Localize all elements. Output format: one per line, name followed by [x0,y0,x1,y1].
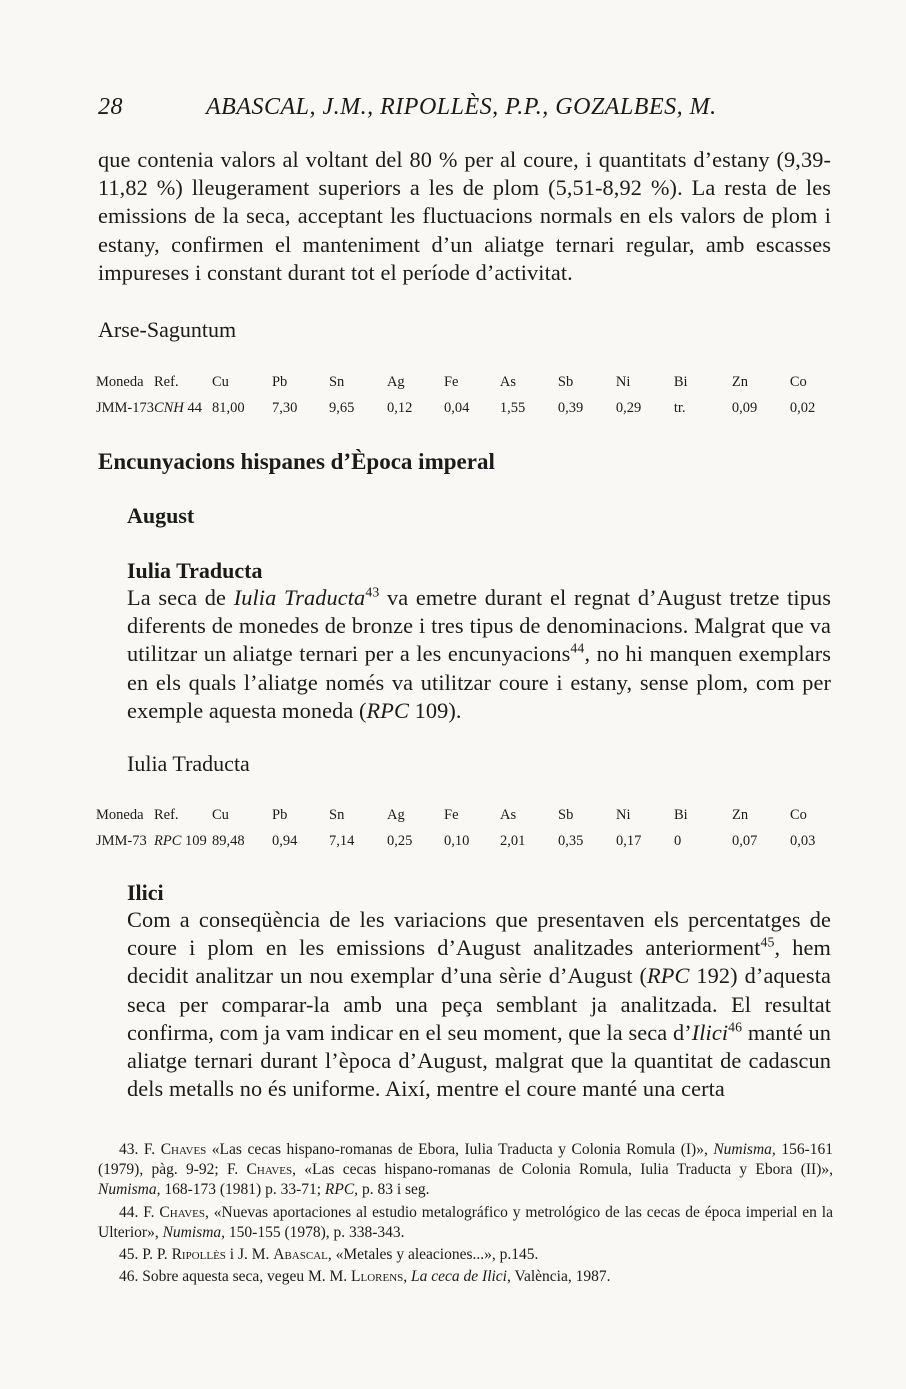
author-name: Ripollès [171,1246,226,1264]
ref-catalog: CNH [154,399,184,416]
cell-zn: 0,09 [731,399,758,416]
text-run: «Las cecas hispano-romanas de Ebora, Iulia Traducta y Colonia Romula (I)», [206,1141,714,1158]
col-header: Sb [557,373,574,390]
cell-cu: 89,48 [212,832,245,849]
cell-fe: 0,04 [443,399,470,416]
text-run: 168-173 (1981) p. 33-71; [160,1181,325,1199]
iulia-traducta-paragraph [127,584,831,725]
cell-moneda: JMM-73 [96,832,147,849]
ilici-paragraph [127,906,831,1103]
author-name: Abascal [273,1246,328,1264]
footnotes [98,1140,833,1289]
text-run: Sobre aquesta seca, vegeu M. M. [138,1268,352,1286]
col-header: Bi [674,806,688,823]
author-name: Chaves [160,1141,207,1158]
footnote-ref-45: 45 [760,934,775,950]
text-run: va emetre durant el regnat d’August tretze tipus diferents de monedes de bronze i tres tipus de denominacions. Malgrat que va utilitzar un aliatge ternari per a les encunyacions [127,585,831,667]
catalog-abbrev: RPC [366,697,409,723]
cell-ni: 0,17 [616,832,642,849]
arse-saguntum-analysis-table [96,369,836,421]
cell-bi: 0 [674,832,682,849]
text-run: manté un aliatge ternari durant l’època d’August, malgrat que la quantitat de cadascun dels metalls no és uniforme. Així, mentre el coure manté una certa [127,1019,832,1102]
text-run: 192) d’aquesta seca per comparar-la amb una peça semblant ja analitzada. El resultat confirma, com ja vam indicar en el seu moment, que la seca d’ [127,963,831,1045]
col-header: Ref. [154,373,179,390]
footnote-number: 43. [119,1141,139,1158]
subheading-ilici: Ilici [127,880,164,905]
page-number: 28 [98,94,123,120]
col-header: Ag [387,806,405,823]
col-header: Pb [272,806,288,823]
col-header: As [499,373,517,390]
text-run: La seca de [127,585,234,610]
col-header: Co [789,373,807,390]
section-heading-encunyacions: Encunyacions hispanes d’Època imperal [98,449,495,474]
footnote-45 [98,1245,833,1265]
author-name: Llorens [351,1268,404,1286]
cell-ref [154,395,212,421]
footnote-ref-44: 44 [570,640,585,656]
cell-sn: 9,65 [328,399,355,416]
iulia-traducta-label: Iulia Traducta [127,751,250,776]
text-run: , hem decidit analitzar un nou exemplar d’una sèrie d’August ( [127,935,831,989]
mint-name: Iulia Traducta [233,585,366,610]
col-header: Co [790,806,807,823]
book-title: La ceca de Ilici [411,1268,507,1286]
header-authors: ABASCAL, J.M., RIPOLLÈS, P.P., GOZALBES, M. [206,94,717,120]
text-run: 109). [408,697,462,723]
col-header: As [500,806,517,823]
col-header: Sb [558,806,574,823]
ref-number: 109 [185,832,207,849]
cell-co: 0,02 [789,399,816,416]
col-header: Cu [212,373,229,390]
col-header: Bi [673,373,688,390]
cell-cu: 81,00 [212,399,245,416]
text-run: , «Metales y aleaciones...», p.145. [327,1246,539,1264]
text-run: F. [138,1141,161,1158]
footnote-ref-43: 43 [365,584,380,600]
col-header: Ni [615,373,631,390]
footnote-number: 44. [119,1203,139,1221]
arse-saguntum-label: Arse-Saguntum [98,317,237,342]
footnote-ref-46: 46 [728,1019,743,1035]
cell-ref [154,828,212,854]
cell-as: 2,01 [500,832,526,849]
mint-name: Ilici [691,1019,729,1045]
text-run: Com a conseqüència de les variacions que presentaven els percentatges de coure i plom en les emissions d’August analitzades anteriorment [127,907,831,961]
text-run: , [403,1268,412,1286]
col-header: Ni [616,806,631,823]
table-header-row [96,802,836,828]
subheading-august: August [127,503,195,528]
running-header [98,94,838,128]
cell-co: 0,03 [790,832,816,849]
col-header: Fe [444,806,459,823]
col-header: Moneda [96,373,144,390]
journal-title: Numisma, [98,1181,161,1199]
text-run: , «Nuevas aportaciones al estudio metalográfico y metrológico de las cecas de época imperial en la Ulterior», [98,1203,833,1241]
text-run: 150-155 (1978), p. 338-343. [225,1223,405,1241]
cell-pb: 7,30 [271,399,298,416]
cell-ag: 0,12 [386,399,413,416]
col-header: Cu [212,806,229,823]
text-run: i J. M. [225,1246,274,1264]
author-name: Chaves [246,1161,293,1179]
text-run: F. [138,1203,160,1221]
iulia-traducta-analysis-table [96,802,836,854]
table-row [96,395,836,421]
footnote-44 [98,1203,833,1243]
cell-moneda: JMM-173 [96,399,155,416]
cell-sb: 0,35 [558,832,584,849]
col-header: Fe [443,373,459,390]
footnote-number: 46. [119,1268,139,1286]
ref-number: 44 [187,399,202,416]
col-header: Zn [731,373,748,390]
cell-fe: 0,10 [444,832,470,849]
journal-title: Numisma, [162,1223,226,1241]
cell-sn: 7,14 [329,832,355,849]
cell-bi: tr. [673,399,686,416]
col-header: Ref. [154,806,179,823]
footnote-number: 45. [119,1246,139,1264]
catalog-abbrev: RPC, [324,1181,359,1199]
journal-title: Numisma, [713,1141,776,1158]
col-header: Zn [732,806,749,823]
text-run: P. P. [138,1246,172,1264]
subheading-iulia-traducta: Iulia Traducta [127,558,263,583]
cell-pb: 0,94 [272,832,298,849]
col-header: Sn [328,373,345,390]
table-header-row [96,369,836,395]
cell-sb: 0,39 [557,399,584,416]
cell-ag: 0,25 [387,832,413,849]
catalog-abbrev: RPC [647,963,690,989]
text-run: , València, 1987. [507,1268,611,1286]
table-row [96,828,836,854]
col-header: Ag [386,373,405,390]
cell-as: 1,55 [499,399,526,416]
text-run: 156-161 (1979), pàg. 9-92; F. [98,1141,833,1179]
col-header: Sn [329,806,345,823]
footnote-43 [98,1140,833,1201]
ref-catalog: RPC [154,832,182,849]
intro-paragraph: que contenia valors al voltant del 80 % per al coure, i quantitats d’estany (9,39-11,82 %) lleugerament superiors a les de plom (5,51-8,92 %). La resta de les emissions de la seca, acceptant les fluctuacions normals en els valors de plom i estany, confirmen el manteniment d’un aliatge ternari regular, amb escasses impureses i constant durant tot el període d’activitat. [98,147,831,285]
col-header: Pb [271,373,288,390]
cell-ni: 0,29 [615,399,642,416]
author-name: Chaves [159,1203,205,1221]
footnote-46 [98,1267,833,1287]
col-header: Moneda [96,806,144,823]
cell-zn: 0,07 [732,832,758,849]
text-run: , «Las cecas hispano-romanas de Colonia Romula, Iulia Traducta y Ebora (II)», [292,1161,833,1179]
text-run: , no hi manquen exemplars en els quals l’aliatge només va utilitzar coure i estany, sense plom, com per exemple aquesta moneda ( [127,641,831,723]
text-run: p. 83 i seg. [358,1181,430,1199]
